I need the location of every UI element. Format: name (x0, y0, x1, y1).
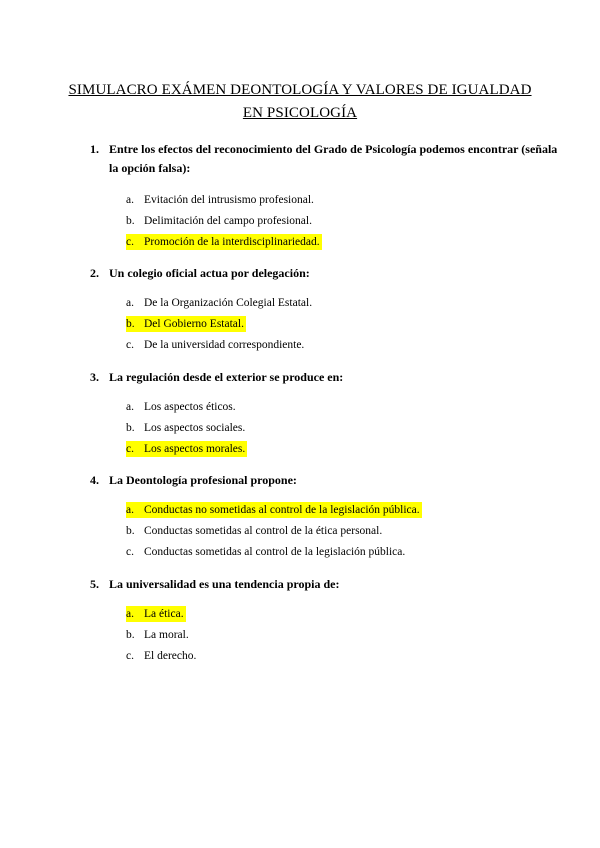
question-text: Entre los efectos del reconocimiento del Grado de Psicología podemos encontrar (señala la opción falsa): (109, 142, 558, 175)
option-2b-highlighted (126, 316, 246, 332)
option-letter: a. (126, 504, 134, 516)
option-letter: b. (126, 215, 135, 227)
option-text: Evitación del intrusismo profesional. (144, 194, 314, 206)
option-letter: a. (126, 401, 134, 413)
option-letter: b. (126, 318, 135, 330)
option-2a (126, 295, 312, 311)
question-text: La Deontología profesional propone: (109, 473, 297, 487)
question-3 (90, 368, 560, 387)
question-text: La universalidad es una tendencia propia de: (109, 577, 340, 591)
question-text: La regulación desde el exterior se produce en: (109, 370, 344, 384)
option-3c-highlighted (126, 441, 247, 457)
question-number: 2. (90, 266, 99, 280)
option-3a (126, 399, 236, 415)
option-4b (126, 523, 382, 539)
option-text: Conductas sometidas al control de la legislación pública. (144, 546, 406, 558)
option-text: Delimitación del campo profesional. (144, 215, 312, 227)
option-letter: c. (126, 443, 134, 455)
question-2 (90, 264, 560, 283)
question-4 (90, 471, 560, 490)
page-title-line-1: SIMULACRO EXÁMEN DEONTOLOGÍA Y VALORES DE IGUALDAD (68, 82, 532, 98)
option-4a-highlighted (126, 502, 422, 518)
option-text: El derecho. (144, 650, 197, 662)
option-5c (126, 648, 196, 664)
question-number: 4. (90, 473, 99, 487)
option-1c-highlighted (126, 234, 322, 250)
option-text: La moral. (144, 629, 189, 641)
option-text: Del Gobierno Estatal. (144, 318, 244, 330)
option-3b (126, 420, 245, 436)
option-letter: c. (126, 546, 134, 558)
option-5b (126, 627, 189, 643)
question-text: Un colegio oficial actua por delegación: (109, 266, 310, 280)
option-letter: a. (126, 297, 134, 309)
option-letter: a. (126, 608, 134, 620)
option-5a-highlighted (126, 606, 186, 622)
option-text: Los aspectos morales. (144, 443, 246, 455)
option-letter: c. (126, 650, 134, 662)
option-text: Conductas no sometidas al control de la legislación pública. (144, 504, 420, 516)
option-text: Promoción de la interdisciplinariedad. (144, 236, 320, 248)
option-text: La ética. (144, 608, 184, 620)
option-2c (126, 337, 304, 353)
option-text: Los aspectos sociales. (144, 422, 246, 434)
question-number: 1. (90, 142, 99, 156)
option-text: Los aspectos éticos. (144, 401, 236, 413)
question-5 (90, 575, 560, 594)
question-1 (90, 140, 560, 178)
option-letter: c. (126, 339, 134, 351)
page-title-line-2: EN PSICOLOGÍA (242, 105, 358, 121)
option-4c (126, 544, 405, 560)
option-text: Conductas sometidas al control de la ética personal. (144, 525, 383, 537)
question-number: 3. (90, 370, 99, 384)
option-letter: b. (126, 629, 135, 641)
option-letter: b. (126, 422, 135, 434)
question-number: 5. (90, 577, 99, 591)
option-text: De la Organización Colegial Estatal. (144, 297, 313, 309)
option-1b (126, 213, 312, 229)
option-letter: a. (126, 194, 134, 206)
option-letter: c. (126, 236, 134, 248)
option-letter: b. (126, 525, 135, 537)
option-text: De la universidad correspondiente. (144, 339, 305, 351)
option-1a (126, 192, 314, 208)
